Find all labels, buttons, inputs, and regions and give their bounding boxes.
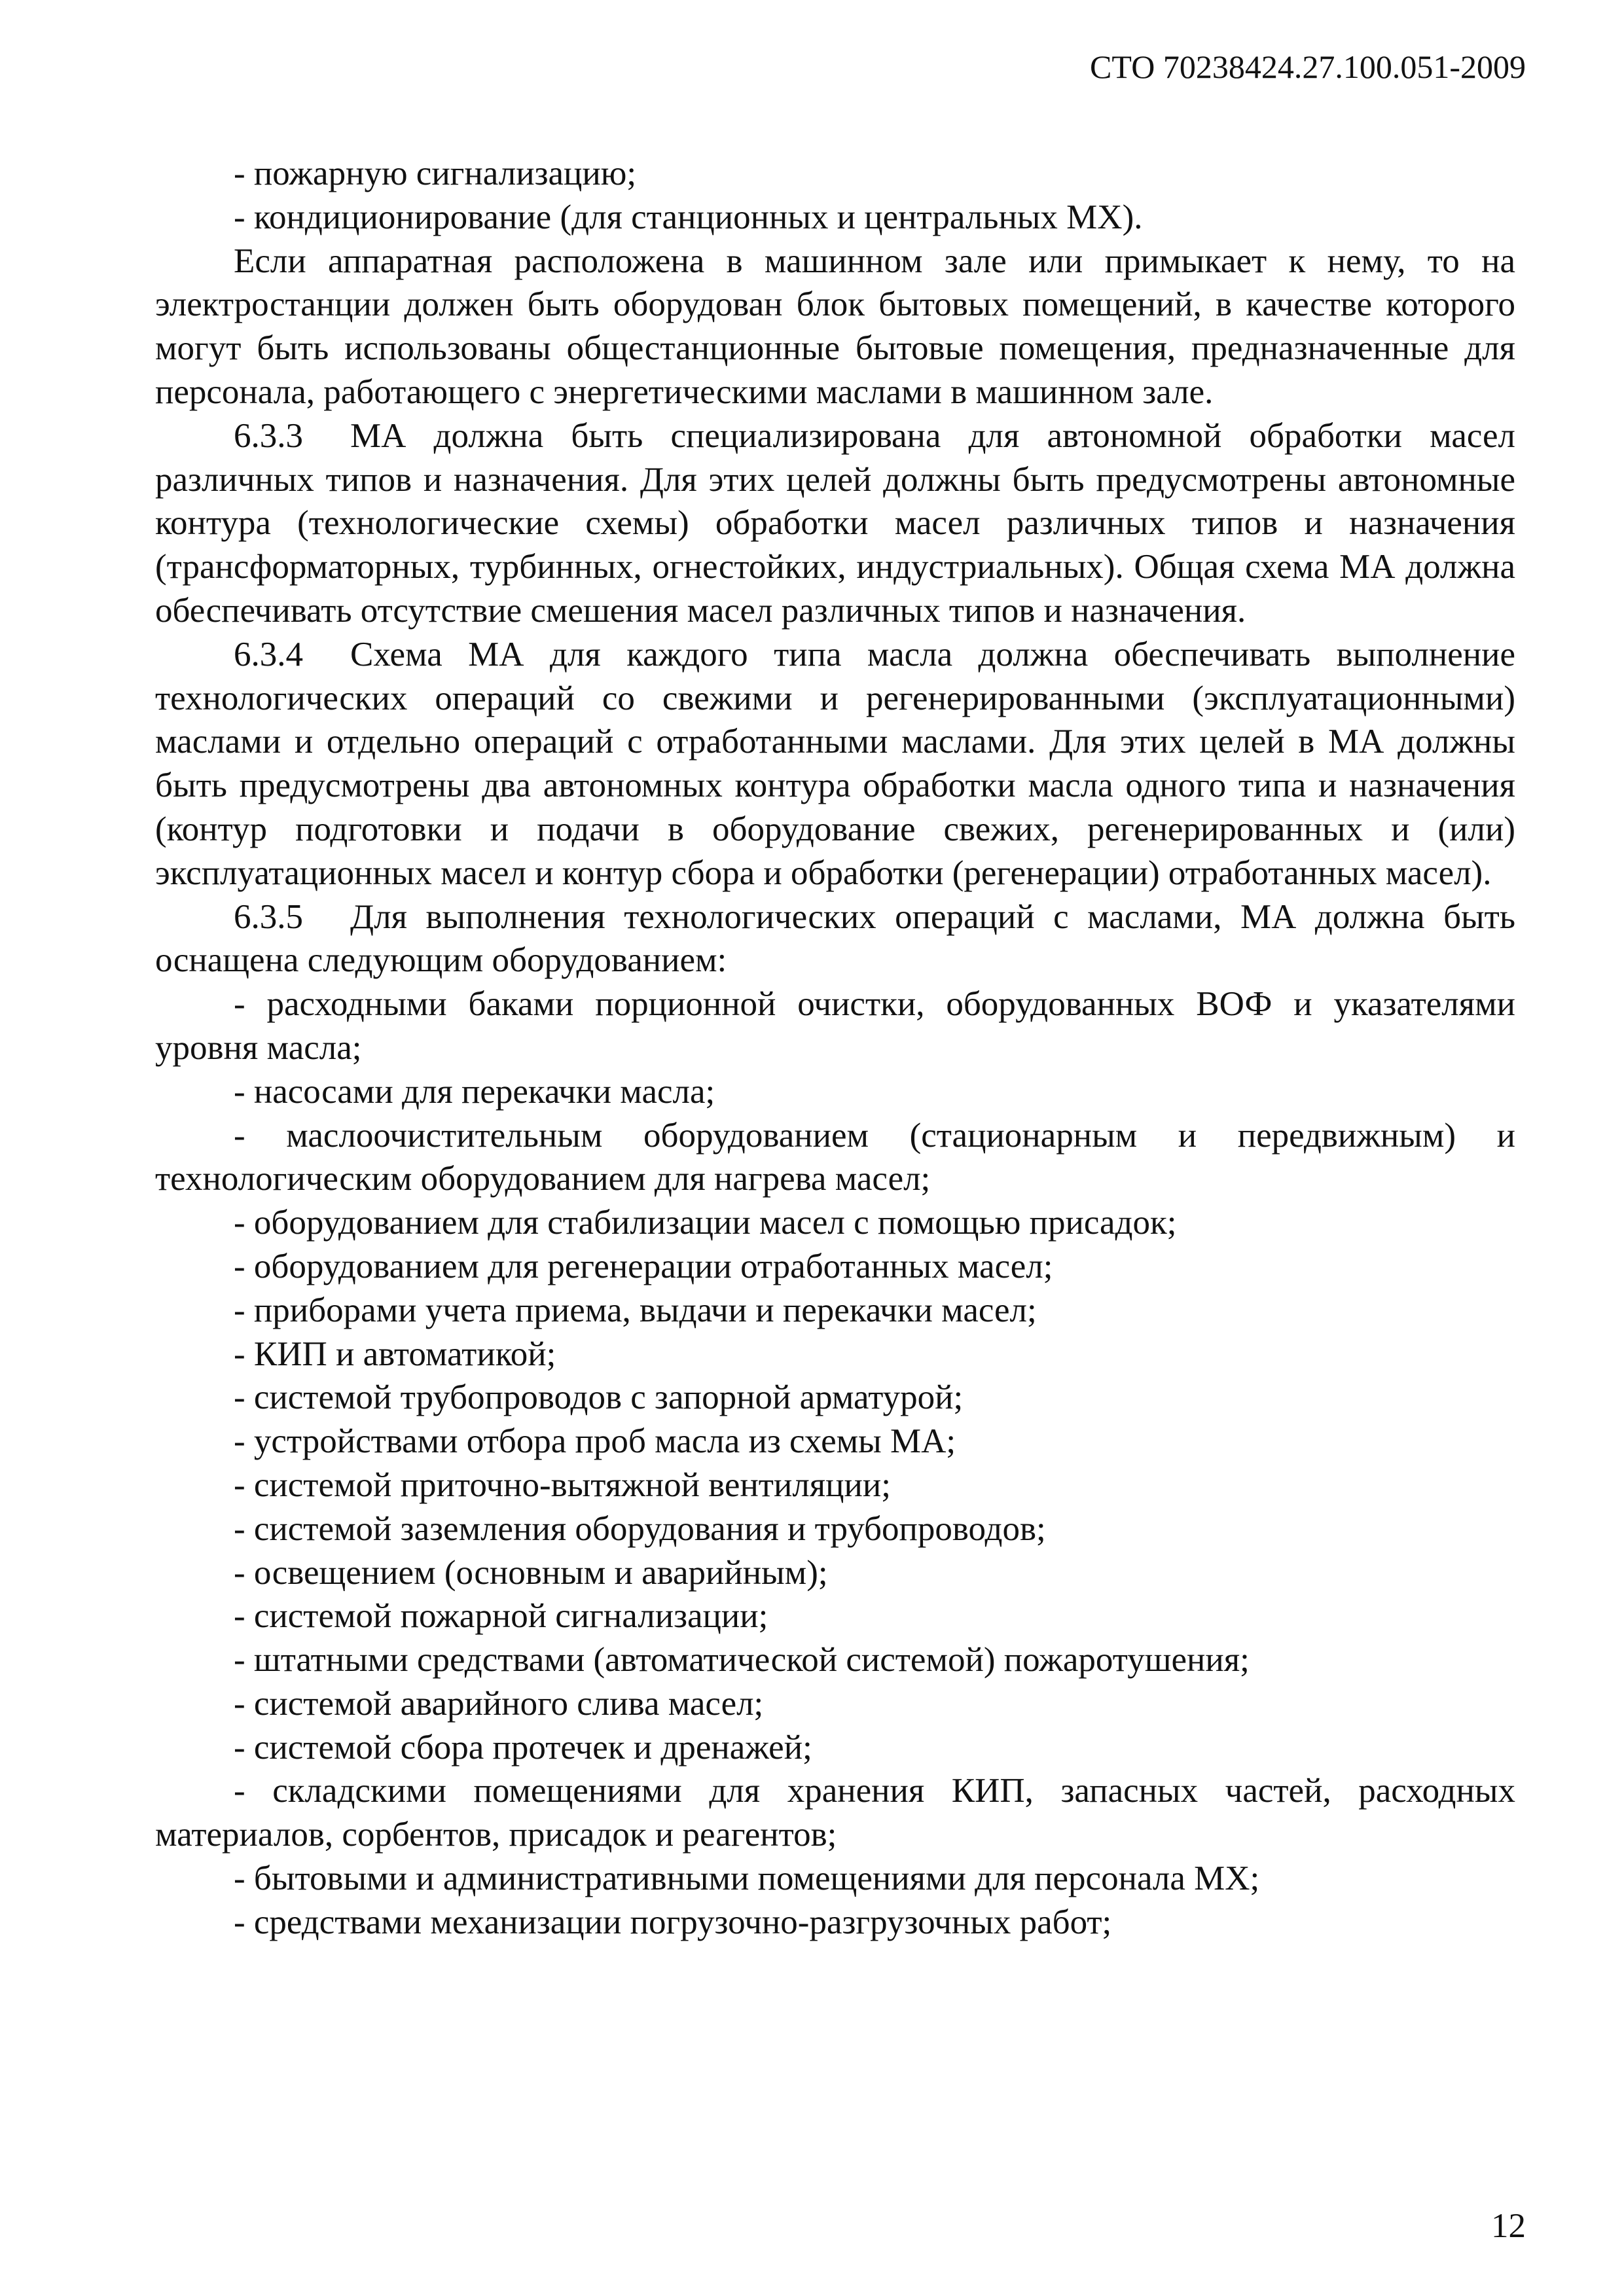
section-text: Для выполнения технологических операций с маслами, МА должна быть оснащена следующим оборудованием: [155,897,1515,980]
list-item: - КИП и автоматикой; [234,1335,556,1373]
section-number: 6.3.4 [234,635,303,673]
list-item: - приборами учета приема, выдачи и перекачки масел; [234,1291,1037,1329]
list-item: - штатными средствами (автоматической системой) пожаротушения; [234,1641,1250,1679]
section-number: 6.3.5 [234,897,303,936]
list-item: - системой сбора протечек и дренажей; [234,1728,812,1767]
list-item: - оборудованием для регенерации отработанных масел; [234,1247,1053,1285]
document-body [155,152,1515,1945]
list-item: - системой пожарной сигнализации; [234,1597,768,1636]
list-item: - устройствами отбора проб масла из схемы МА; [234,1422,956,1461]
section-text: Схема МА для каждого типа масла должна обеспечивать выполнение технологических операций со свежими и регенерированными (эксплуатационными) маслами и отдельно операций с отработанными маслами. Для этих целей в МА должны быть предусмотрены два автономных контура обработки масла одного типа и назначения (контур подготовки и подачи в оборудование свежих, регенерированных и (или) эксплуатационных масел и контур сбора и обработки (регенерации) отработанных масел). [155,635,1515,892]
list-item: - маслоочистительным оборудованием (стационарным и передвижным) и технологическим оборудованием для нагрева масел; [155,1116,1515,1198]
page-number: 12 [1491,2207,1526,2245]
list-item: - кондиционирование (для станционных и центральных МХ). [234,198,1143,236]
document-code: СТО 70238424.27.100.051-2009 [1090,48,1526,85]
list-item: - расходными баками порционной очистки, оборудованных ВОФ и указателями уровня масла; [155,985,1515,1067]
list-item: - складскими помещениями для хранения КИП, запасных частей, расходных материалов, сорбентов, присадок и реагентов; [155,1772,1515,1854]
list-item: - системой заземления оборудования и трубопроводов; [234,1509,1046,1548]
list-item: - насосами для перекачки масла; [234,1072,715,1111]
list-item: - системой аварийного слива масел; [234,1684,764,1723]
intro-paragraph: Если аппаратная расположена в машинном зале или примыкает к нему, то на электростанции должен быть оборудован блок бытовых помещений, в качестве которого могут быть использованы общестанционные бытовые помещения, предназначенные для персонала, работающего с энергетическими маслами в машинном зале. [155,242,1515,411]
section-6-3-3 [155,414,1515,633]
section-6-3-5 [155,895,1515,983]
list-item: - бытовыми и административными помещениями для персонала МХ; [234,1859,1260,1898]
section-number: 6.3.3 [234,416,303,455]
list-item: - пожарную сигнализацию; [234,154,637,192]
list-item: - оборудованием для стабилизации масел с помощью присадок; [234,1204,1177,1242]
list-item: - освещением (основным и аварийным); [234,1553,828,1592]
section-text: МА должна быть специализирована для автономной обработки масел различных типов и назначения. Для этих целей должны быть предусмотрены автономные контура (технологические схемы) обработки масел различных типов и назначения (трансформаторных, турбинных, огнестойких, индустриальных). Общая схема МА должна обеспечивать отсутствие смешения масел различных типов и назначения. [155,416,1515,630]
list-item: - средствами механизации погрузочно-разгрузочных работ; [234,1903,1112,1941]
list-item: - системой приточно-вытяжной вентиляции; [234,1465,891,1504]
section-6-3-4 [155,633,1515,895]
list-item: - системой трубопроводов с запорной арматурой; [234,1378,964,1417]
